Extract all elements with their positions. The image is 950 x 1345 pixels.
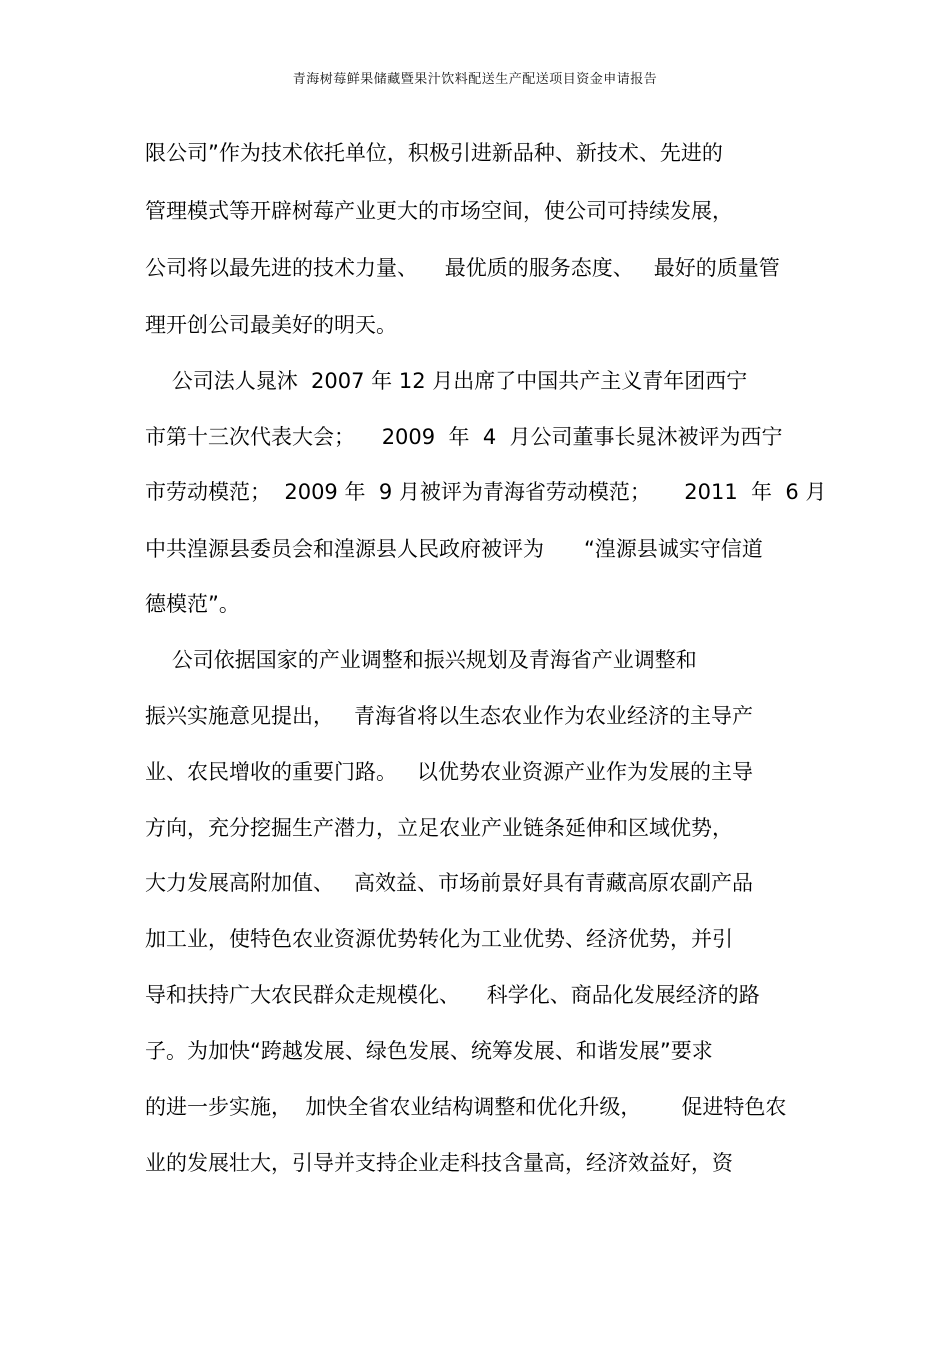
body-line-19: 业的发展壮大，引导并支持企业走科技含量高，经济效益好，资: [145, 1151, 733, 1175]
body-line-6: 市第十三次代表大会； 2009 年 4 月公司董事长晁沐被评为西宁: [145, 425, 783, 449]
body-line-16: 导和扶持广大农民群众走规模化、 科学化、商品化发展经济的路: [145, 983, 760, 1007]
body-line-5: 公司法人晁沐 2007 年 12 月出席了中国共产主义青年团西宁: [145, 369, 748, 393]
body-line-18: 的进一步实施， 加快全省农业结构调整和优化升级， 促进特色农: [145, 1095, 787, 1119]
body-line-10: 公司依据国家的产业调整和振兴规划及青海省产业调整和: [145, 648, 697, 672]
body-line-14: 大力发展高附加值、 高效益、市场前景好具有青藏高原农副产品: [145, 871, 754, 895]
body-line-17: 子。为加快“跨越发展、绿色发展、统筹发展、和谐发展”要求: [145, 1039, 713, 1063]
body-line-13: 方向，充分挖掘生产潜力，立足农业产业链条延伸和区域优势，: [145, 816, 733, 840]
body-line-3: 公司将以最先进的技术力量、 最优质的服务态度、 最好的质量管: [145, 256, 780, 280]
body-line-2: 管理模式等开辟树莓产业更大的市场空间，使公司可持续发展，: [145, 199, 733, 223]
body-line-8: 中共湟源县委员会和湟源县人民政府被评为 “湟源县诚实守信道: [145, 537, 763, 561]
body-line-9: 德模范”。: [145, 592, 240, 616]
body-line-7: 市劳动模范； 2009 年 9 月被评为青海省劳动模范； 2011 年 6 月: [145, 480, 827, 504]
body-line-11: 振兴实施意见提出， 青海省将以生态农业作为农业经济的主导产: [145, 704, 754, 728]
body-line-15: 加工业，使特色农业资源优势转化为工业优势、经济优势，并引: [145, 927, 733, 951]
body-line-1: 限公司”作为技术依托单位，积极引进新品种、新技术、先进的: [145, 141, 723, 165]
body-line-4: 理开创公司最美好的明天。: [145, 313, 397, 337]
body-line-12: 业、农民增收的重要门路。 以优势农业资源产业作为发展的主导: [145, 760, 754, 784]
running-header: 青海树莓鲜果储藏暨果汁饮料配送生产配送项目资金申请报告: [292, 72, 658, 87]
